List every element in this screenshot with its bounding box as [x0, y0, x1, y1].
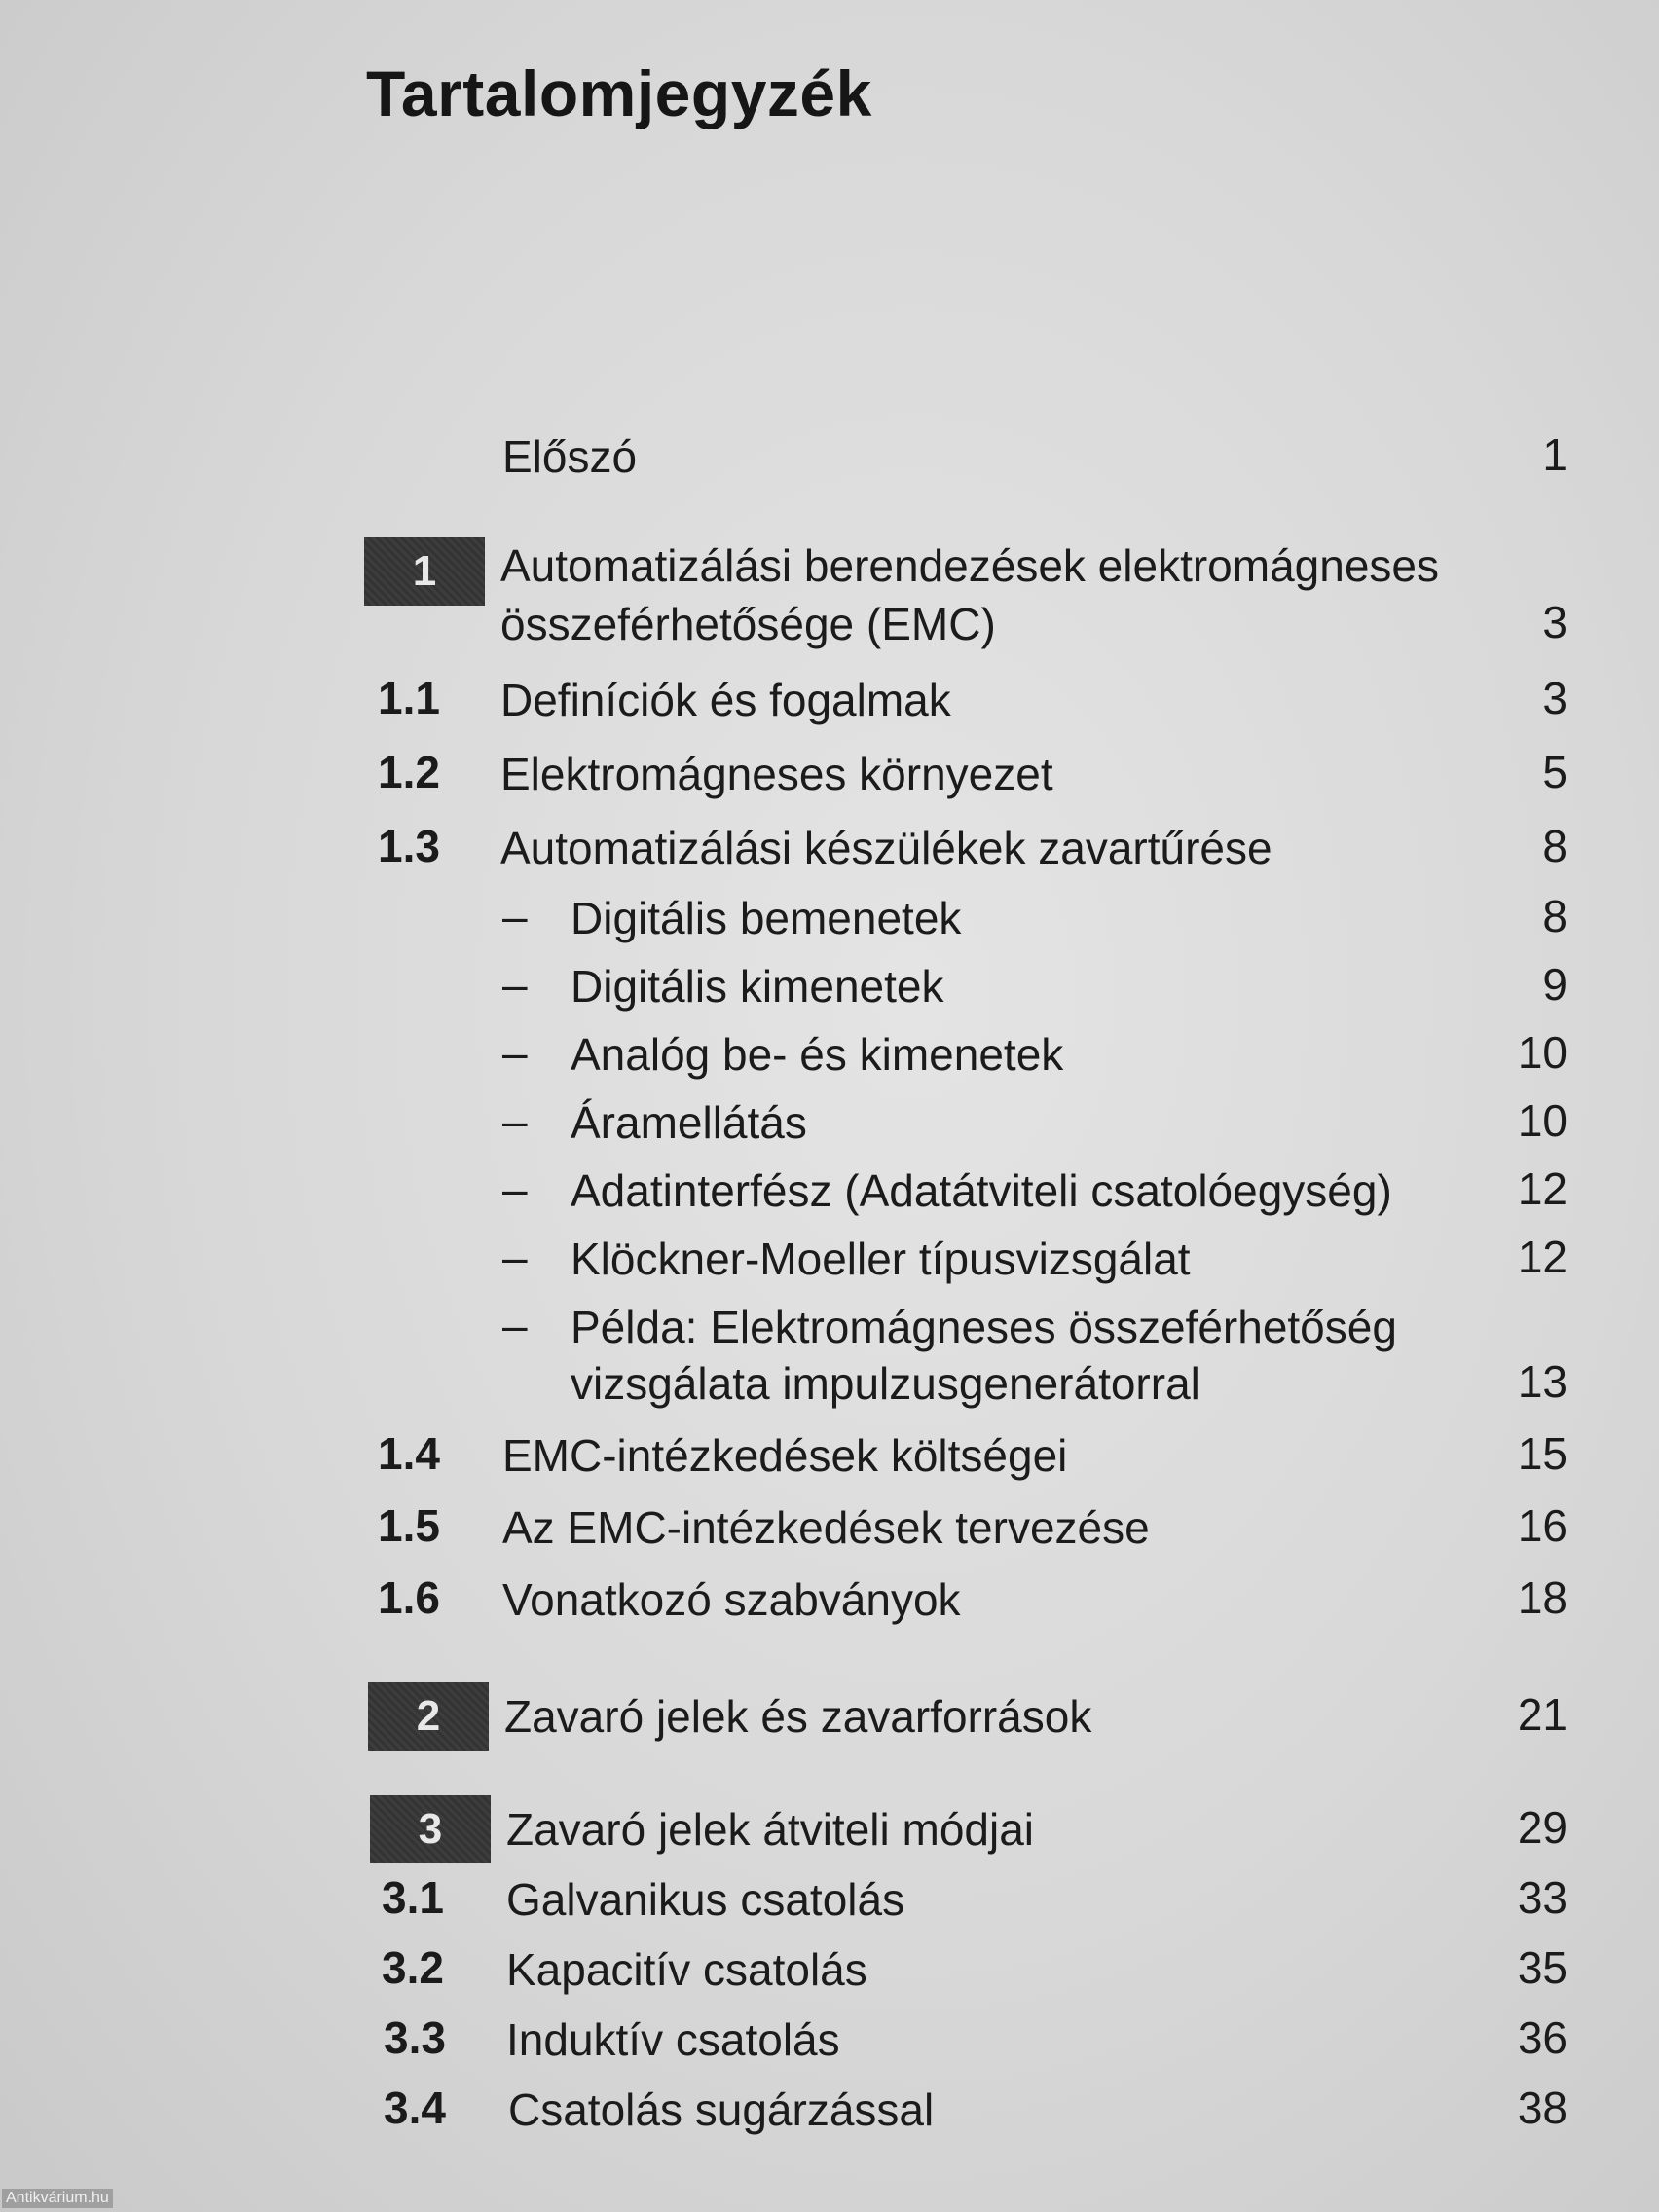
toc-section-number: 1.2 — [378, 747, 440, 797]
toc-section-number: 3.1 — [382, 1872, 444, 1923]
toc-label: Definíciók és fogalmak — [500, 675, 951, 725]
toc-page-number: 10 — [1517, 1027, 1567, 1078]
toc-label: Digitális kimenetek — [571, 961, 944, 1012]
toc-page-number: 13 — [1517, 1356, 1567, 1407]
toc-label-line-2: összeférhetősége (EMC) — [500, 599, 996, 649]
toc-dash: – — [502, 891, 528, 941]
toc-label-line-2: vizsgálata impulzusgenerátorral — [571, 1358, 1200, 1409]
toc-label: Zavaró jelek átviteli módjai — [506, 1804, 1035, 1855]
toc-label: EMC-intézkedések költségei — [502, 1430, 1068, 1481]
toc-page-number: 5 — [1542, 747, 1567, 797]
toc-page-number: 36 — [1517, 2012, 1567, 2063]
toc-page-number: 33 — [1517, 1872, 1567, 1923]
toc-label: Adatinterfész (Adatátviteli csatolóegység) — [571, 1165, 1392, 1216]
toc-section-number: 1.3 — [378, 821, 440, 871]
toc-page-number: 12 — [1517, 1232, 1567, 1282]
toc-label: Analóg be- és kimenetek — [571, 1029, 1064, 1080]
toc-section-number: 3.4 — [384, 2083, 446, 2133]
toc-section-number: 3.3 — [384, 2012, 446, 2063]
toc-page-number: 12 — [1517, 1163, 1567, 1214]
toc-section-number: 1.5 — [378, 1500, 440, 1551]
toc-dash: – — [502, 1027, 528, 1078]
toc-page-number: 3 — [1542, 597, 1567, 647]
toc-page-number: 1 — [1542, 429, 1567, 480]
chapter-number-box: 1 — [364, 537, 485, 606]
toc-section-number: 1.4 — [378, 1428, 440, 1479]
toc-section-number: 3.2 — [382, 1942, 444, 1993]
toc-label-line-1: Példa: Elektromágneses összeférhetőség — [571, 1302, 1397, 1352]
toc-label: Csatolás sugárzással — [508, 2084, 935, 2135]
toc-dash: – — [502, 1163, 528, 1214]
toc-page-number: 16 — [1517, 1500, 1567, 1551]
toc-label: Zavaró jelek és zavarforrások — [504, 1691, 1092, 1742]
toc-page-number: 18 — [1517, 1572, 1567, 1623]
toc-page-number: 29 — [1517, 1802, 1567, 1853]
toc-label: Induktív csatolás — [506, 2014, 840, 2065]
toc-label: Áramellátás — [571, 1097, 807, 1148]
toc-label: Előszó — [502, 431, 638, 482]
chapter-number-box: 2 — [368, 1682, 489, 1751]
toc-section-number: 1.1 — [378, 673, 440, 723]
toc-label: Galvanikus csatolás — [506, 1874, 905, 1925]
toc-label-line-1: Automatizálási berendezések elektromágneses — [500, 540, 1439, 591]
chapter-number-box: 3 — [370, 1795, 491, 1863]
page-title: Tartalomjegyzék — [366, 57, 872, 129]
toc-page-number: 8 — [1542, 891, 1567, 941]
toc-dash: – — [502, 1095, 528, 1146]
toc-label: Az EMC-intézkedések tervezése — [502, 1502, 1150, 1553]
toc-label: Elektromágneses környezet — [500, 749, 1053, 799]
toc-label: Digitális bemenetek — [571, 893, 962, 943]
toc-dash: – — [502, 959, 528, 1010]
toc-page-number: 15 — [1517, 1428, 1567, 1479]
toc-page-number: 8 — [1542, 821, 1567, 871]
watermark-logo: Antikvárium.hu — [2, 2189, 113, 2208]
toc-label: Klöckner-Moeller típusvizsgálat — [571, 1234, 1191, 1284]
toc-page-number: 9 — [1542, 959, 1567, 1010]
toc-label: Vonatkozó szabványok — [502, 1574, 961, 1625]
toc-label: Kapacitív csatolás — [506, 1944, 867, 1995]
toc-dash: – — [502, 1300, 528, 1350]
toc-label: Automatizálási készülékek zavartűrése — [500, 823, 1272, 873]
toc-page-number: 35 — [1517, 1942, 1567, 1993]
toc-section-number: 1.6 — [378, 1572, 440, 1623]
toc-page-number: 3 — [1542, 673, 1567, 723]
toc-page-number: 10 — [1517, 1095, 1567, 1146]
toc-dash: – — [502, 1232, 528, 1282]
toc-page-number: 38 — [1517, 2083, 1567, 2133]
toc-page-number: 21 — [1517, 1689, 1567, 1740]
